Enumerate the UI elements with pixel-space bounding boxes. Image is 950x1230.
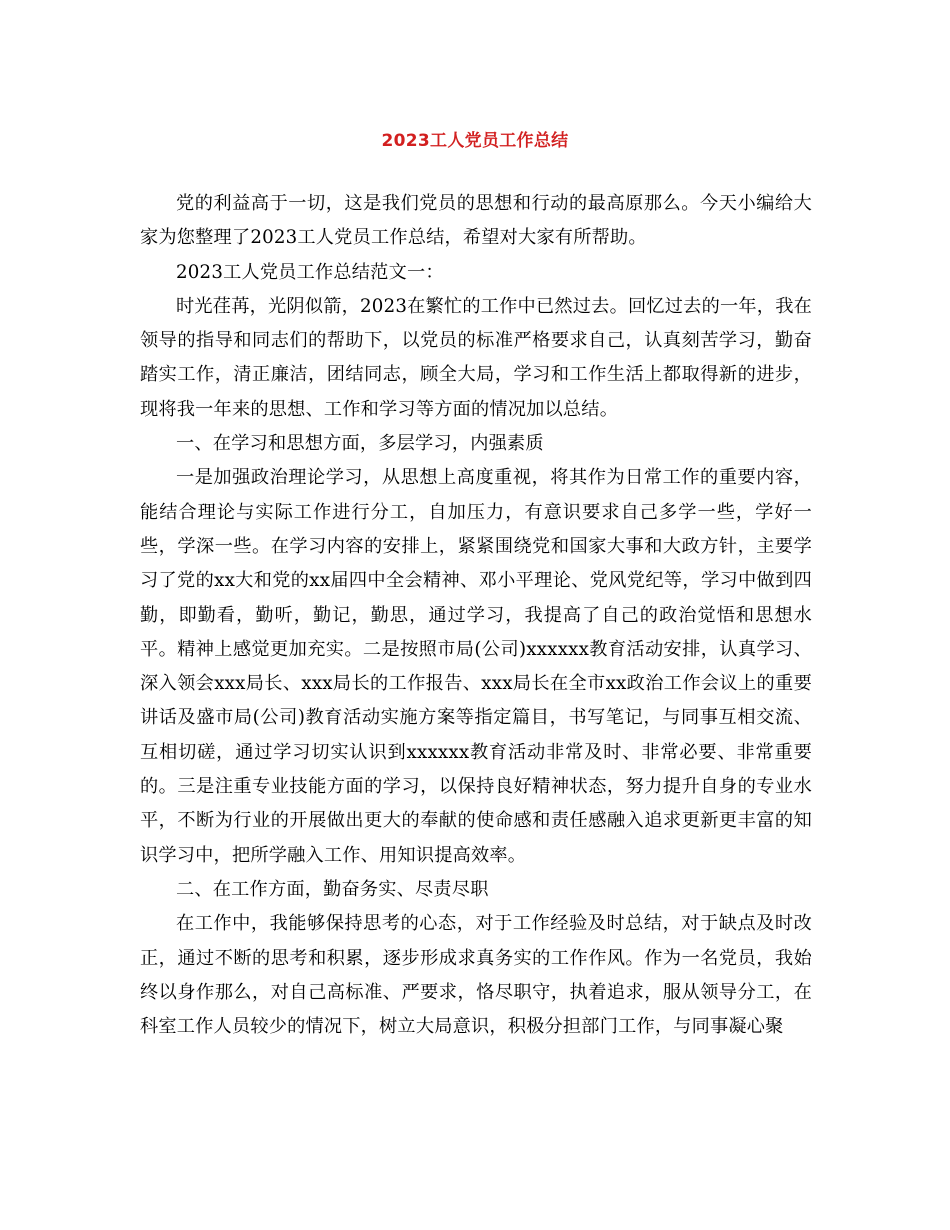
section-heading-study: 一、在学习和思想方面，多层学习，内强素质 [176,433,544,455]
paragraph-study: 一是加强政治理论学习，从思想上高度重视，将其作为日常工作的重要内容，能结合理论与实际工作进行分工，自加压力，有意识要求自己多学一些，学好一些，学深一些。在学习内容的安排上，紧紧围绕党和国家大事和大政方针，主要学习了党的xx大和党的xx届四中全会精神、邓小平理论、党风党纪等，学习中做到四勤，即勤看，勤听，勤记，勤思，通过学习，我提高了自己的政治觉悟和思想水平。精神上感觉更加充实。二是按照市局(公司)xxxxxx教育活动安排，认真学习、深入领会xxx局长、xxx局长的工作报告、xxx局长在全市xx政治工作会议上的重要讲话及盛市局(公司)教育活动实施方案等指定篇目，书写笔记，与同事互相交流、互相切磋，通过学习切实认识到xxxxxx教育活动非常及时、非常必要、非常重要的。三是注重专业技能方面的学习，以保持良好精神状态，努力提升自身的专业水平，不断为行业的开展做出更大的奉献的使命感和责任感融入追求更新更丰富的知识学习中，把所学融入工作、用知识提高效率。 [140,467,812,866]
paragraph-intro: 党的利益高于一切，这是我们党员的思想和行动的最高原那么。今天小编给大家为您整理了2023工人党员工作总结，希望对大家有所帮助。 [140,193,812,249]
document-title: 2023工人党员工作总结 [381,131,569,151]
section-heading-work: 二、在工作方面，勤奋务实、尽责尽职 [176,878,489,900]
document-body [140,187,812,1044]
paragraph-work: 在工作中，我能够保持思考的心态，对于工作经验及时总结，对于缺点及时改正，通过不断的思考和积累，逐步形成求真务实的工作作风。作为一名党员，我始终以身作那么，对自己高标准、严要求，恪尽职守，执着追求，服从领导分工，在科室工作人员较少的情况下，树立大局意识，积极分担部门工作，与同事凝心聚 [140,913,812,1038]
paragraph-sample-heading: 2023工人党员工作总结范文一： [176,261,444,283]
paragraph-review: 时光荏苒，光阴似箭，2023在繁忙的工作中已然过去。回忆过去的一年，我在领导的指导和同志们的帮助下，以党员的标准严格要求自己，认真刻苦学习，勤奋踏实工作，清正廉洁，团结同志，顾全大局，学习和工作生活上都取得新的进步，现将我一年来的思想、工作和学习等方面的情况加以总结。 [140,295,812,420]
